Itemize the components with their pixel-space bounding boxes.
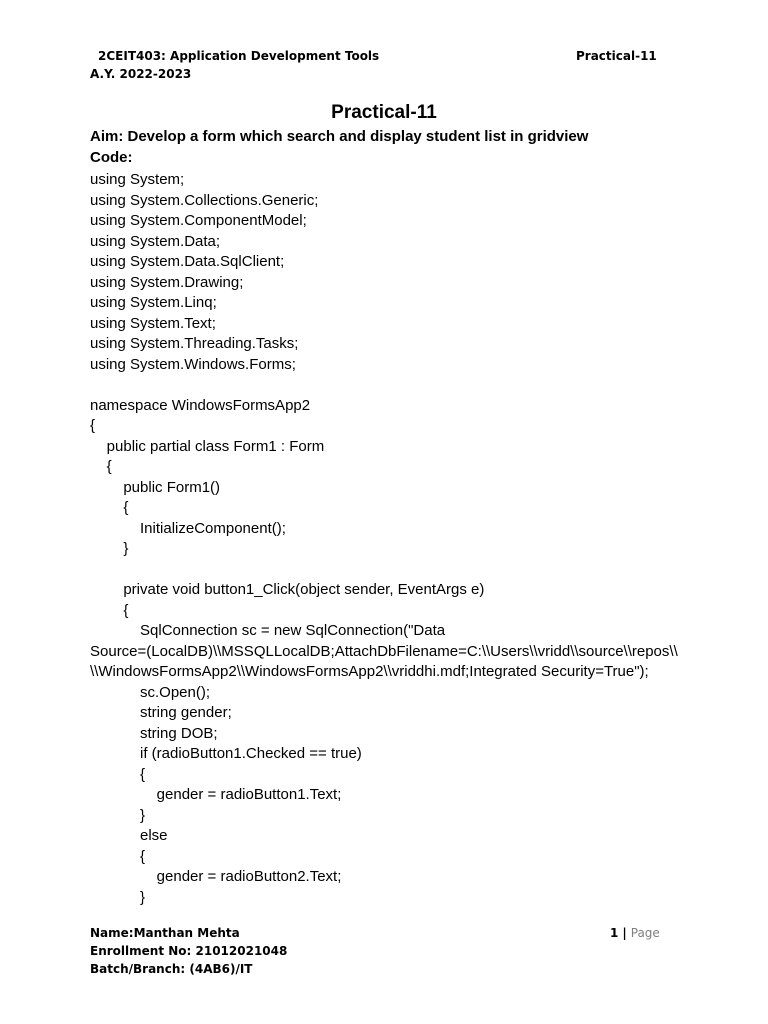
- code-line: namespace WindowsFormsApp2: [90, 396, 311, 414]
- code-line: }: [90, 540, 129, 557]
- aim-text: Aim: Develop a form which search and display student list in gridview: [90, 128, 589, 145]
- code-line: [90, 560, 730, 581]
- page-label: Page: [630, 926, 660, 940]
- header-course: 2CEIT403: Application Development Tools: [98, 49, 380, 63]
- code-line: using System.Collections.Generic;: [90, 191, 319, 209]
- code-line: SqlConnection sc = new SqlConnection("Data: [90, 622, 446, 639]
- code-label: Code:: [90, 149, 133, 166]
- code-line: {: [90, 765, 146, 783]
- footer-name: Name:Manthan Mehta: [90, 926, 240, 940]
- code-line: using System.Windows.Forms;: [90, 355, 296, 373]
- code-line: private void button1_Click(object sender, EventArgs e): [90, 581, 485, 598]
- code-line: else: [90, 827, 168, 844]
- code-line: {: [90, 458, 112, 475]
- page-number: 1: [610, 926, 619, 940]
- code-line: using System.Threading.Tasks;: [90, 335, 299, 352]
- code-line: gender = radioButton1.Text;: [90, 786, 342, 803]
- code-line: public Form1(): [90, 478, 221, 496]
- code-line: InitializeComponent();: [90, 519, 286, 537]
- code-line: {: [90, 601, 129, 619]
- code-block: [90, 170, 730, 908]
- code-line: using System.Data;: [90, 232, 221, 250]
- page-separator: |: [622, 926, 627, 940]
- header-year: A.Y. 2022-2023: [90, 67, 192, 81]
- footer-enrollment: Enrollment No: 21012021048: [90, 944, 288, 958]
- footer-page-number: [610, 926, 660, 940]
- code-line: using System.Text;: [90, 314, 216, 332]
- header-practical: Practical-11: [576, 49, 657, 63]
- code-line: }: [90, 888, 146, 906]
- code-line: using System.Drawing;: [90, 273, 244, 291]
- code-line: if (radioButton1.Checked == true): [90, 745, 362, 762]
- code-line: {: [90, 847, 146, 865]
- code-line: {: [90, 417, 96, 434]
- code-line: sc.Open();: [90, 683, 211, 701]
- code-line: using System.Data.SqlClient;: [90, 253, 285, 270]
- page-title: Practical-11: [331, 102, 437, 123]
- code-line: \\WindowsFormsApp2\\WindowsFormsApp2\\vriddhi.mdf;Integrated Security=True");: [90, 663, 649, 680]
- code-line: gender = radioButton2.Text;: [90, 868, 342, 885]
- code-line: using System;: [90, 171, 185, 188]
- code-line: [90, 375, 730, 396]
- code-line: Source=(LocalDB)\\MSSQLLocalDB;AttachDbFilename=C:\\Users\\vridd\\source\\repos\\: [90, 642, 678, 660]
- code-line: {: [90, 499, 129, 516]
- code-line: }: [90, 806, 146, 824]
- code-line: using System.Linq;: [90, 294, 217, 311]
- code-line: using System.ComponentModel;: [90, 212, 307, 229]
- code-line: string gender;: [90, 704, 232, 721]
- footer-batch: Batch/Branch: (4AB6)/IT: [90, 962, 253, 976]
- code-line: public partial class Form1 : Form: [90, 437, 325, 455]
- code-line: string DOB;: [90, 724, 218, 742]
